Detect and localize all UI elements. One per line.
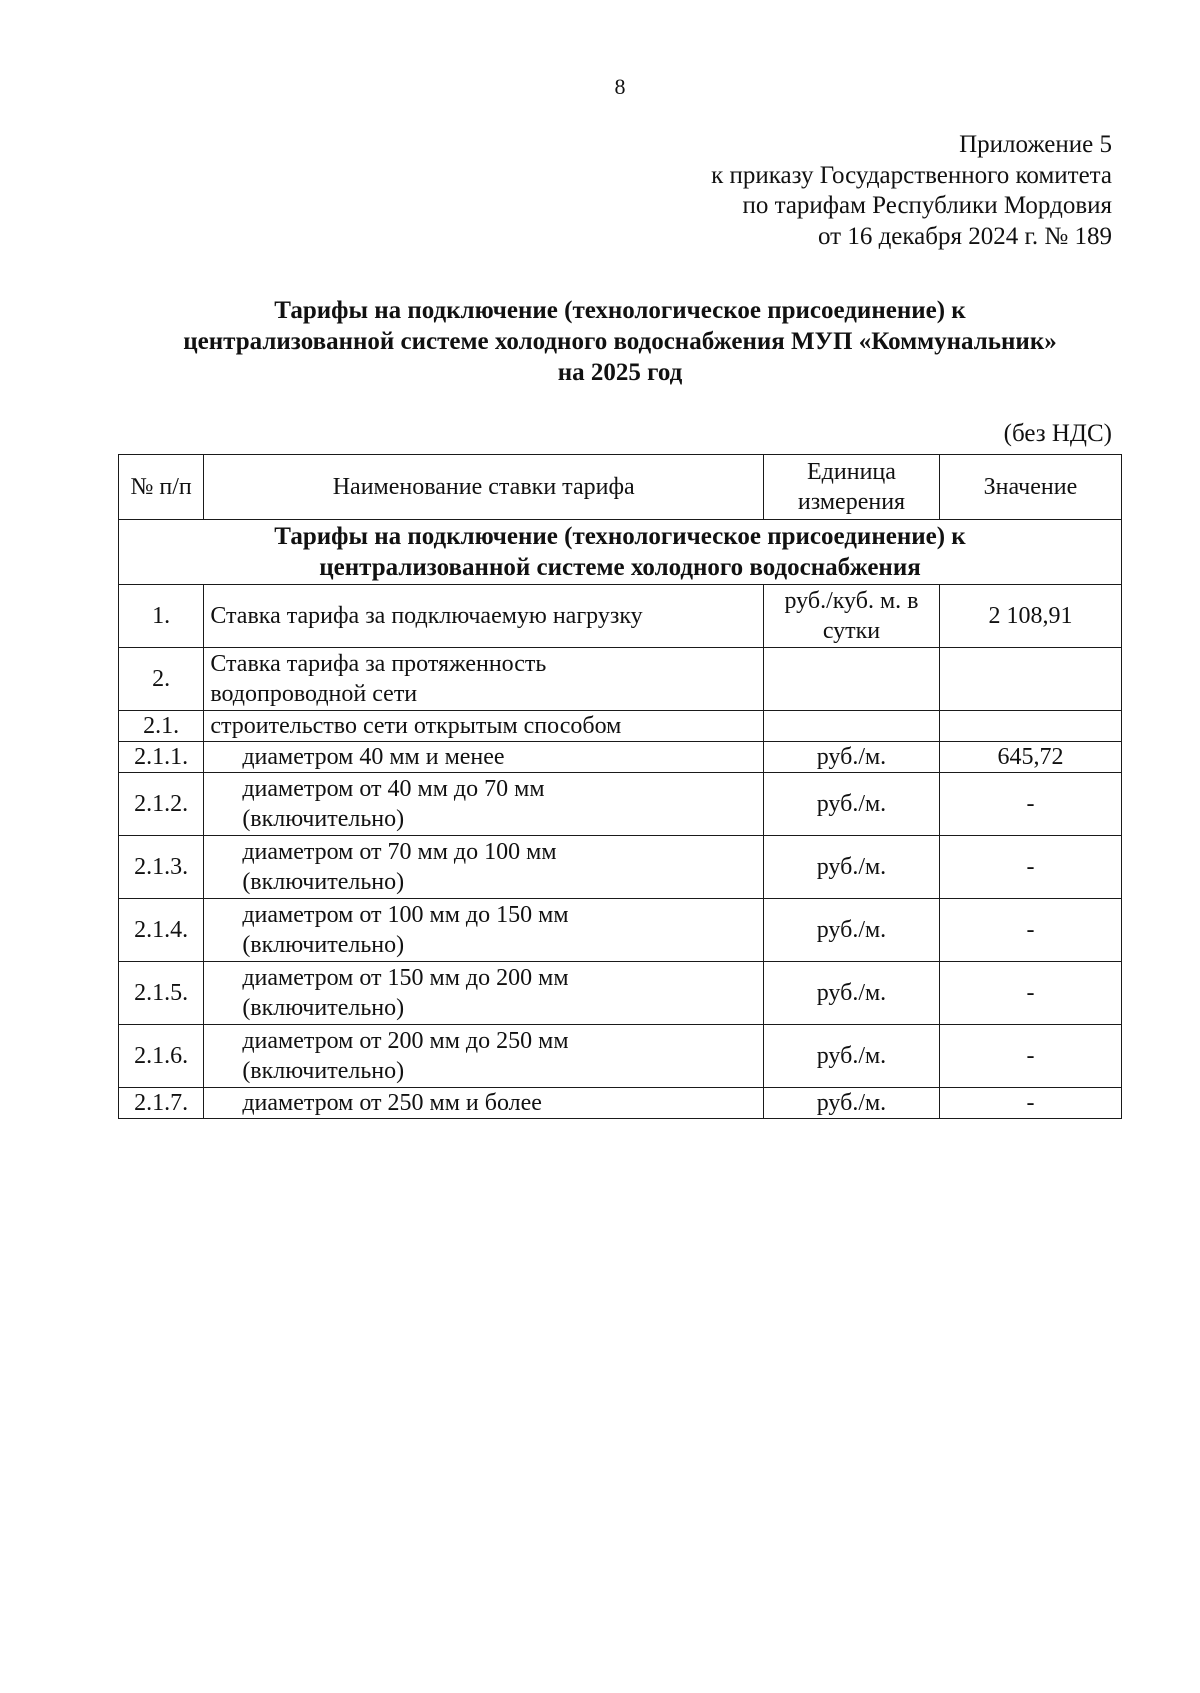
- row-num: 2.1.2.: [119, 773, 204, 836]
- appendix-line: к приказу Государственного комитета: [711, 161, 1112, 189]
- row-name: [204, 962, 764, 1025]
- row-name: диаметром от 250 мм и более: [204, 1088, 764, 1119]
- row-value: 2 108,91: [939, 585, 1121, 648]
- row-name-line: диаметром от 200 мм до 250 мм: [242, 1028, 569, 1054]
- row-unit-line: руб./куб. м. в: [784, 588, 919, 614]
- title-line: централизованной системе холодного водоснабжения МУП «Коммунальник»: [183, 328, 1057, 355]
- vat-note: (без НДС): [1003, 420, 1112, 447]
- row-value: -: [939, 836, 1121, 899]
- row-name-line: (включительно): [242, 995, 405, 1021]
- row-unit-line: сутки: [822, 618, 881, 644]
- row-value: [939, 648, 1121, 711]
- row-name-line: водопроводной сети: [210, 681, 418, 707]
- tariff-table: [118, 454, 1122, 1119]
- row-name-line: (включительно): [242, 806, 405, 832]
- row-name: [204, 773, 764, 836]
- row-unit: [764, 711, 940, 742]
- row-name-line: диаметром от 150 мм до 200 мм: [242, 965, 569, 991]
- row-num: 2.1.1.: [119, 742, 204, 773]
- row-name-line: диаметром от 40 мм до 70 мм: [242, 776, 545, 802]
- row-value: -: [939, 962, 1121, 1025]
- row-name: [204, 836, 764, 899]
- appendix-line: Приложение 5: [959, 131, 1112, 158]
- row-unit: [764, 585, 940, 648]
- table-row: [119, 711, 1122, 742]
- row-num: 2.: [119, 648, 204, 711]
- row-unit: руб./м.: [764, 742, 940, 773]
- title-line: Тарифы на подключение (технологическое присоединение) к: [274, 297, 966, 324]
- table-row: [119, 836, 1122, 899]
- row-unit: руб./м.: [764, 773, 940, 836]
- section-line: централизованной системе холодного водоснабжения: [319, 554, 921, 581]
- row-value: -: [939, 1025, 1121, 1088]
- section-heading: [119, 520, 1122, 585]
- header-unit: [764, 455, 940, 520]
- appendix-line: по тарифам Республики Мордовия: [742, 192, 1112, 219]
- section-line: Тарифы на подключение (технологическое присоединение) к: [274, 523, 966, 550]
- section-row: [119, 520, 1122, 585]
- row-value: 645,72: [939, 742, 1121, 773]
- row-unit: руб./м.: [764, 899, 940, 962]
- row-num: 2.1.6.: [119, 1025, 204, 1088]
- row-num: 2.1.5.: [119, 962, 204, 1025]
- row-value: -: [939, 1088, 1121, 1119]
- row-name: [204, 1025, 764, 1088]
- header-unit-line: Единица: [807, 459, 896, 485]
- document-title: [100, 295, 1140, 388]
- header-name: Наименование ставки тарифа: [204, 455, 764, 520]
- appendix-line: от 16 декабря 2024 г. № 189: [817, 222, 1112, 250]
- row-unit: руб./м.: [764, 836, 940, 899]
- row-num: 2.1.7.: [119, 1088, 204, 1119]
- row-num: 2.1.4.: [119, 899, 204, 962]
- row-name: [204, 899, 764, 962]
- row-name: Ставка тарифа за подключаемую нагрузку: [204, 585, 764, 648]
- row-name-line: (включительно): [242, 1058, 405, 1084]
- page-number: 8: [614, 74, 626, 99]
- row-name: строительство сети открытым способом: [204, 711, 764, 742]
- row-value: -: [939, 773, 1121, 836]
- table-row: [119, 1088, 1122, 1119]
- table-row: [119, 773, 1122, 836]
- row-num: 1.: [119, 585, 204, 648]
- row-name-line: (включительно): [242, 869, 405, 895]
- table-row: [119, 1025, 1122, 1088]
- row-name-line: диаметром от 70 мм до 100 мм: [242, 839, 557, 865]
- appendix-reference: [711, 130, 1112, 252]
- table-row: [119, 742, 1122, 773]
- row-num: 2.1.: [119, 711, 204, 742]
- row-value: -: [939, 899, 1121, 962]
- header-num: № п/п: [119, 455, 204, 520]
- row-name-line: (включительно): [242, 932, 405, 958]
- row-unit: руб./м.: [764, 1025, 940, 1088]
- header-unit-line: измерения: [797, 489, 906, 515]
- row-value: [939, 711, 1121, 742]
- table-row: [119, 648, 1122, 711]
- header-value: Значение: [939, 455, 1121, 520]
- row-name: [204, 648, 764, 711]
- table-row: [119, 585, 1122, 648]
- row-name: диаметром 40 мм и менее: [204, 742, 764, 773]
- row-unit: руб./м.: [764, 1088, 940, 1119]
- table-row: [119, 899, 1122, 962]
- title-line: на 2025 год: [557, 359, 683, 386]
- row-unit: [764, 648, 940, 711]
- row-name-line: диаметром от 100 мм до 150 мм: [242, 902, 569, 928]
- row-name-line: Ставка тарифа за протяженность: [210, 651, 547, 677]
- table-row: [119, 962, 1122, 1025]
- table-header-row: [119, 455, 1122, 520]
- row-num: 2.1.3.: [119, 836, 204, 899]
- row-unit: руб./м.: [764, 962, 940, 1025]
